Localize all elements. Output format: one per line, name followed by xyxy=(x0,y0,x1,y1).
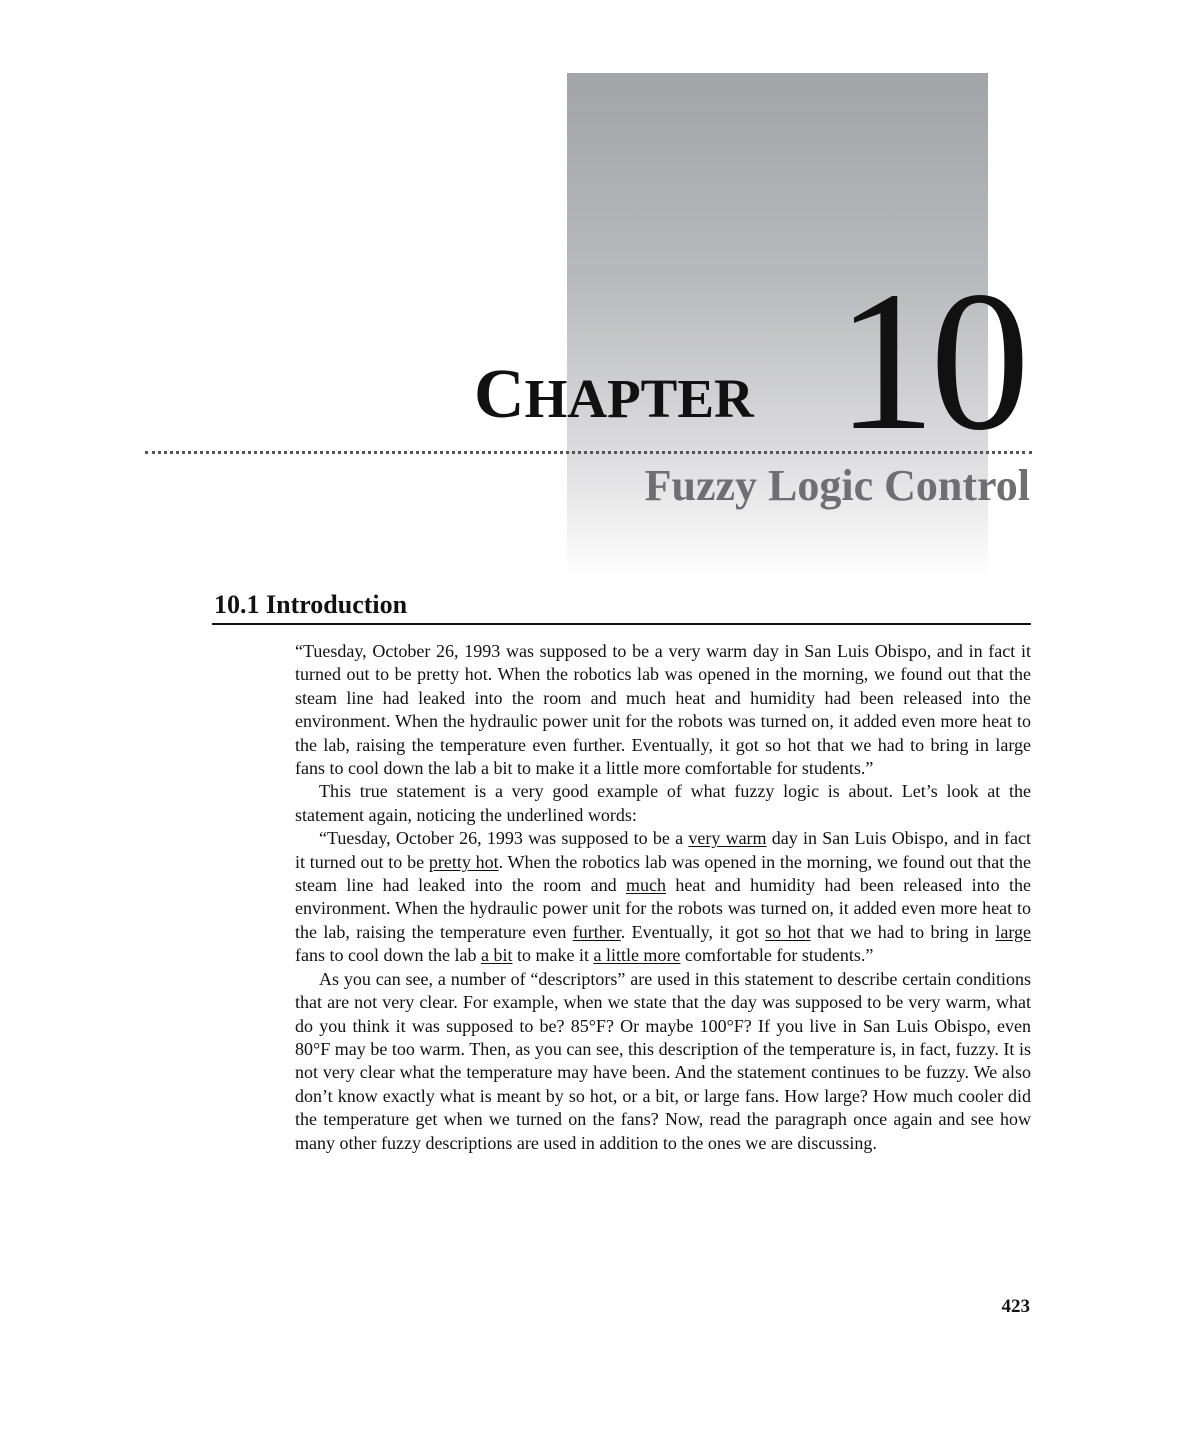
quote-text: to make it xyxy=(512,945,594,966)
section-rule xyxy=(212,623,1031,625)
fuzzy-term: pretty hot xyxy=(428,851,499,872)
quote-text: . Eventually, it got xyxy=(620,921,766,942)
fuzzy-term: further xyxy=(572,921,621,942)
body-text xyxy=(295,640,1031,1155)
paragraph-quote: “Tuesday, October 26, 1993 was supposed to be a very warm day in San Luis Obispo, and in fact it turned out to be pretty hot. When the robotics lab was opened in the morning, we found out that the steam line had leaked into the room and much heat and humidity had been released into the environment. When the hydraulic power unit for the robots was turned on, it added even more heat to the lab, raising the temperature even further. Eventually, it got so hot that we had to bring in large fans to cool down the lab a bit to make it a little more comfortable for students.” xyxy=(295,641,1031,779)
quote-text: that we had to bring in xyxy=(810,921,996,942)
fuzzy-term: a bit xyxy=(480,945,513,966)
paragraph-quote-underlined xyxy=(295,827,1031,967)
chapter-label-initial: C xyxy=(474,356,525,433)
quote-text: fans to cool down the lab xyxy=(295,945,481,966)
chapter-number: 10 xyxy=(836,251,1024,472)
quote-text: comfortable for students.” xyxy=(680,945,874,966)
paragraph-descriptors: As you can see, a number of “descriptors” are used in this statement to describe certain conditions that are not very clear. For example, when we state that the day was supposed to be very warm, what do you think it was supposed to be? 85°F? Or maybe 100°F? If you live in San Luis Obispo, even 80°F may be too warm. Then, as you can see, this description of the temperature is, in fact, fuzzy. It is not very clear what the temperature may have been. And the statement continues to be fuzzy. We also don’t know exactly what is meant by so hot, or a bit, or large fans. How large? How much cooler did the temperature get when we turned on the fans? Now, read the paragraph once again and see how many other fuzzy descriptions are used in addition to the ones we are discussing. xyxy=(295,968,1031,1153)
quote-text: day in San Luis Obispo, and in fact it turned out to be xyxy=(295,828,1031,872)
chapter-label xyxy=(474,356,754,433)
fuzzy-term: so hot xyxy=(765,921,811,942)
quote-text: . When the robotics lab was opened in the morning, we found out that the steam line had leaked into the room and xyxy=(295,851,1031,896)
quote-text: “Tuesday, October 26, 1993 was supposed to be a xyxy=(319,828,689,849)
section-heading: 10.1 Introduction xyxy=(214,590,408,619)
fuzzy-term: very warm xyxy=(688,828,767,849)
page-number: 423 xyxy=(1001,1296,1030,1317)
chapter-title: Fuzzy Logic Control xyxy=(644,461,1030,510)
fuzzy-term: large xyxy=(995,921,1031,942)
fuzzy-term: much xyxy=(626,875,667,896)
paragraph-explanation: This true statement is a very good example of what fuzzy logic is about. Let’s look at the statement again, noticing the underlined words: xyxy=(295,781,1031,825)
chapter-dotted-rule xyxy=(145,451,1032,454)
quote-text: heat and humidity had been released into the environment. When the hydraulic power unit for the robots was turned on, it added even more heat to the lab, raising the temperature even xyxy=(295,875,1031,942)
fuzzy-term: a little more xyxy=(593,945,681,966)
chapter-label-rest: HAPTER xyxy=(524,368,754,429)
